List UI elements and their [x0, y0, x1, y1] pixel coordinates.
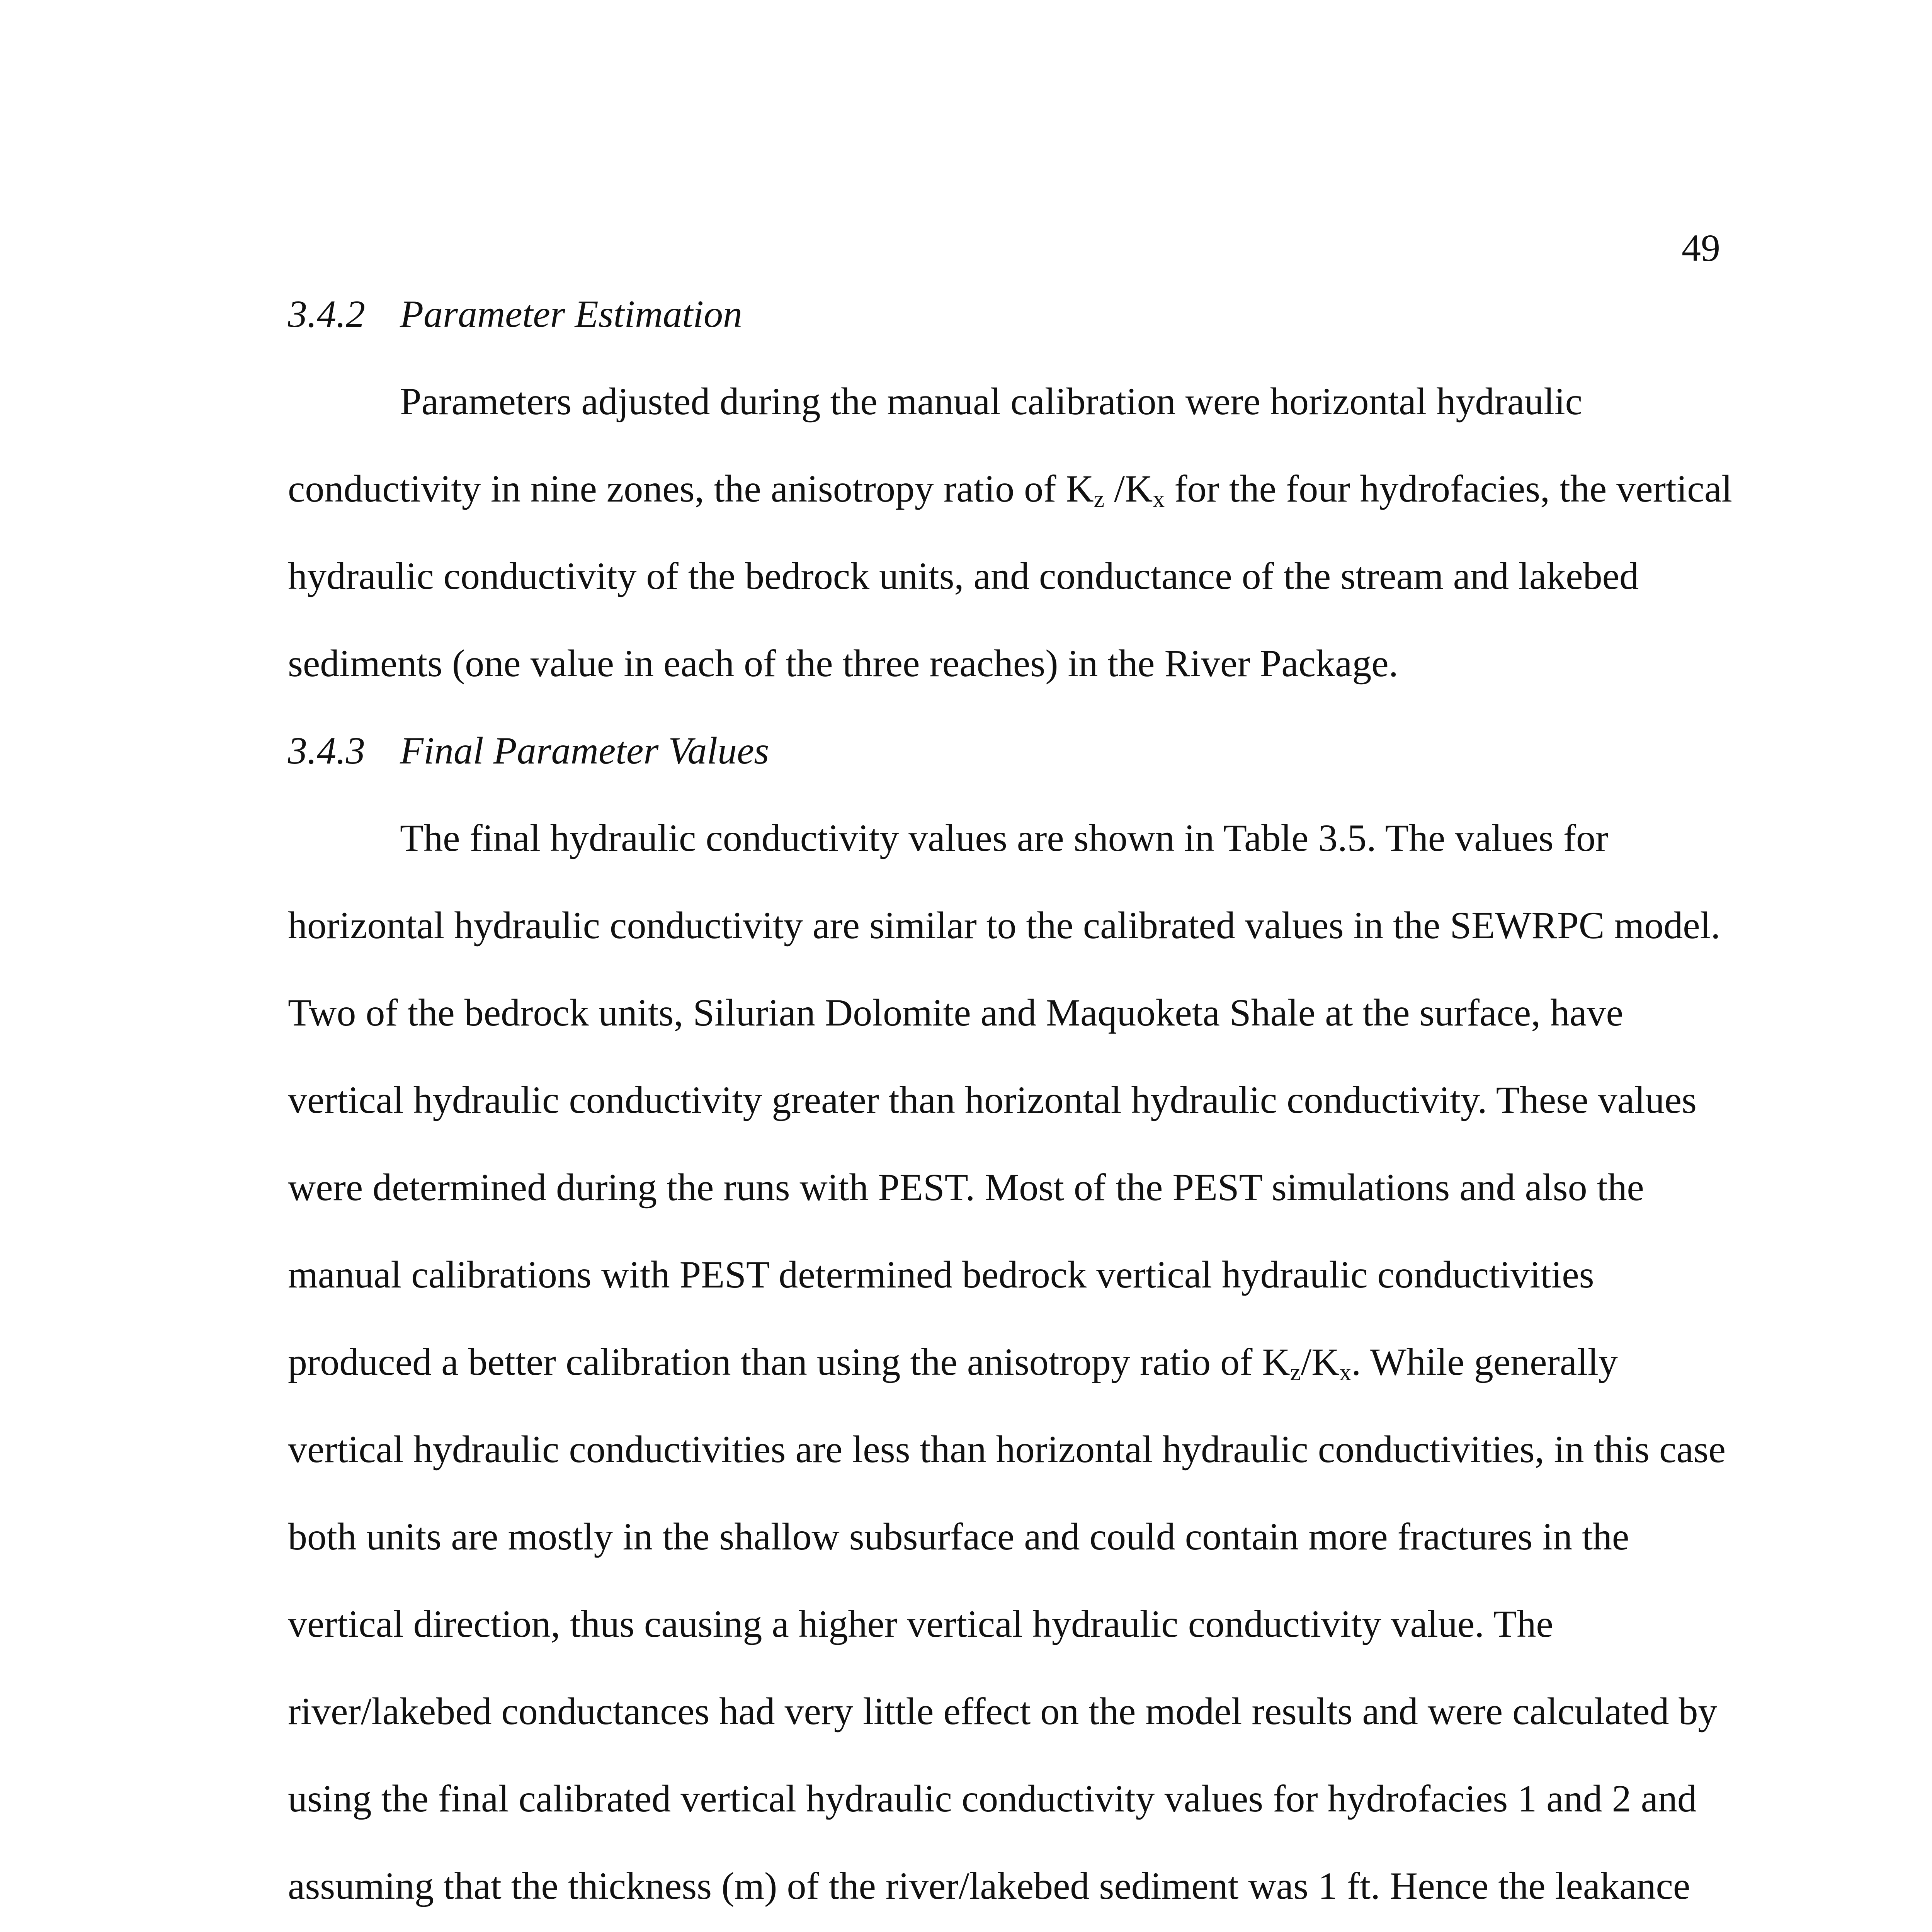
text-line: were determined during the runs with PEST. Most of the PEST simulations and also the — [288, 1166, 1644, 1209]
text-run: /K — [1104, 467, 1153, 510]
subscript: x — [1339, 1359, 1352, 1386]
paragraph-final-parameter-values — [288, 794, 1729, 1932]
text-line: vertical hydraulic conductivity greater than horizontal hydraulic conductivity. These values — [288, 1078, 1697, 1121]
text-run: . While generally — [1351, 1340, 1618, 1383]
text-line: river/lakebed conductances had very little effect on the model results and were calculated by — [288, 1690, 1718, 1733]
section-number: 3.4.3 — [288, 729, 365, 772]
text-line — [288, 445, 1732, 532]
text-line: The final hydraulic conductivity values are shown in Table 3.5. The values for — [400, 816, 1609, 859]
text-line: manual calibrations with PEST determined bedrock vertical hydraulic conductivities — [288, 1253, 1594, 1296]
text-line: vertical hydraulic conductivities are less than horizontal hydraulic conductivities, in this case — [288, 1428, 1726, 1471]
text-line: sediments (one value in each of the three reaches) in the River Package. — [288, 642, 1398, 685]
section-heading-3-4-3 — [288, 707, 1729, 794]
section-title: Final Parameter Values — [400, 729, 769, 772]
text-run: /K — [1301, 1340, 1340, 1383]
text-run: produced a better calibration than using the anisotropy ratio of K — [288, 1340, 1290, 1383]
page-body — [288, 270, 1732, 1932]
section-heading-3-4-2 — [288, 270, 1729, 358]
section-number: 3.4.2 — [288, 293, 365, 335]
text-run: conductivity in nine zones, the anisotropy ratio of K — [288, 467, 1094, 510]
text-run: for the four hydrofacies, the vertical — [1165, 467, 1732, 510]
section-title: Parameter Estimation — [400, 293, 743, 335]
subscript: x — [1153, 486, 1165, 512]
text-line: Parameters adjusted during the manual calibration were horizontal hydraulic — [400, 380, 1583, 423]
paragraph-parameter-estimation — [288, 358, 1732, 707]
text-line: vertical direction, thus causing a higher vertical hydraulic conductivity value. The — [288, 1602, 1553, 1645]
text-line: Two of the bedrock units, Silurian Dolomite and Maquoketa Shale at the surface, have — [288, 991, 1623, 1034]
text-line: horizontal hydraulic conductivity are similar to the calibrated values in the SEWRPC model. — [288, 904, 1721, 947]
text-line: hydraulic conductivity of the bedrock units, and conductance of the stream and lakebed — [288, 554, 1639, 597]
text-line — [288, 1930, 1729, 1932]
text-line: assuming that the thickness (m) of the river/lakebed sediment was 1 ft. Hence the leakance — [288, 1864, 1690, 1907]
subscript: z — [1290, 1359, 1301, 1386]
text-line: both units are mostly in the shallow subsurface and could contain more fractures in the — [288, 1515, 1629, 1558]
page-number: 49 — [1682, 226, 1720, 269]
text-line — [288, 1318, 1729, 1406]
text-line: using the final calibrated vertical hydraulic conductivity values for hydrofacies 1 and 2 and — [288, 1777, 1697, 1820]
subscript: z — [1094, 486, 1105, 512]
